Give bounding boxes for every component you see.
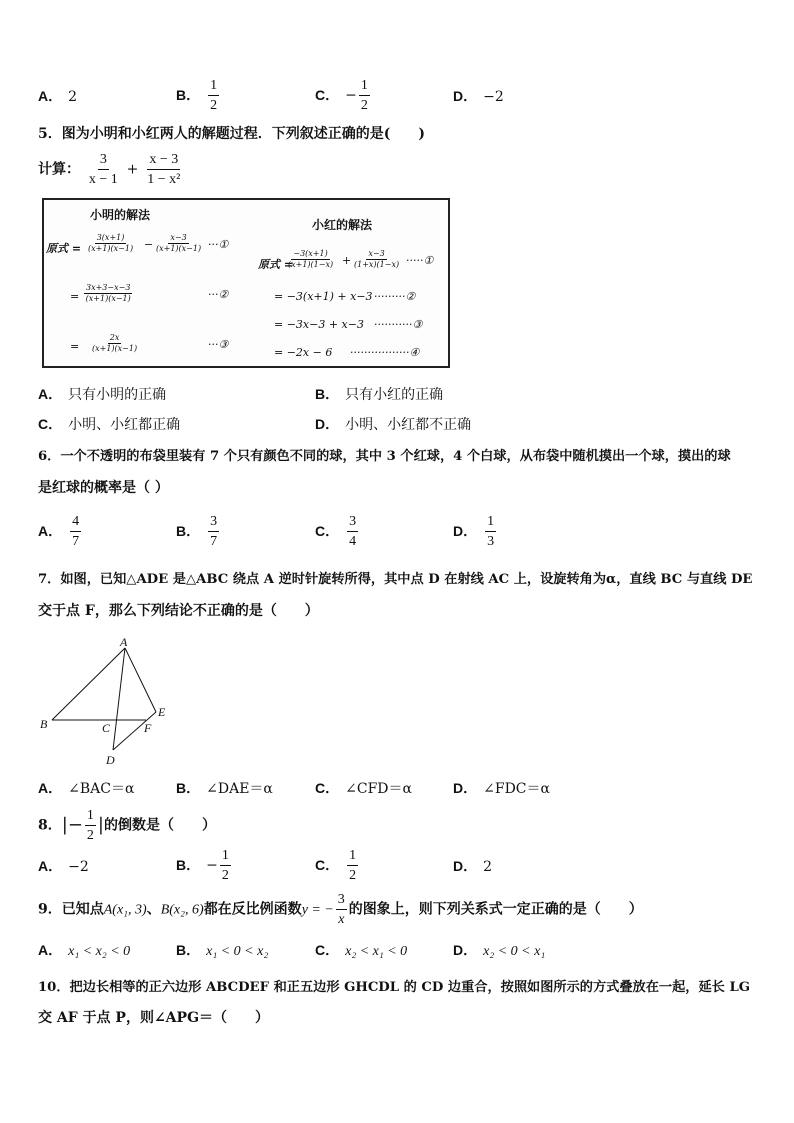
q4-option-a: A． 2 <box>38 88 78 105</box>
q8-stem: 8．|− $\frac{1}{2}$ |的倒数是（ ） <box>38 808 216 843</box>
q8-option-c: C． $\frac{1}{2}$ <box>315 848 357 883</box>
q10-stem-line1: 10．把边长相等的正六边形 ABCDEF 和正五边形 GHCDL 的 CD 边重合，按照如图所示的方式叠放在一起，延长 LG <box>38 980 750 995</box>
q7-stem-line1: 7．如图，已知△ADE 是△ABC 绕点 A 逆时针旋转所得，其中点 D 在射线 AC 上，设旋转角为α，直线 BC 与直线 DE <box>38 572 753 587</box>
q6-option-b: B． $\frac{3}{7}$ <box>176 514 218 549</box>
q6-option-d: D． $\frac{1}{3}$ <box>453 514 495 549</box>
point-label-a: A <box>120 636 128 649</box>
q9-option-c: C． x₂ < x₁ < 0 <box>315 942 408 959</box>
xiaoming-prefix: 原式 = <box>46 242 82 255</box>
q5-expression: 计算： $\frac{3}{x - 1}$ + $\frac{x - 3}{\text{1 − x²}}$ <box>38 152 181 187</box>
point-label-c: C <box>102 721 111 735</box>
xiaohong-title: 小红的解法 <box>312 218 373 232</box>
q9-stem: 9．已知点A(x₁, 3)、B(x₂, 6)都在反比例函数y = − $\frac{3}{x}$ 的图象上，则下列关系式一定正确的是（ ） <box>38 892 643 927</box>
q4-option-c: C． − $\frac{1}{2}$ <box>315 78 368 113</box>
handwritten-solutions-image: 小明的解法 小红的解法 原式 = 3(x+1) (x+1)(x−1) − x−3 (x+1)(x−1) ···① = 3x+3−x−3 (x+1)(x−1) ···② = 2x (x+1)(x−1) ···③ 原式 = −3(x+1) (x+1)(1−x) + x−3 (1+x)(1−x) ·····① = −3(x+1) + x−3 ·········② = −3x−3 + x−3 ···········③ = −2x − 6 ·················④ <box>42 198 450 368</box>
q9-option-a: A． x₁ < x₂ < 0 <box>38 942 131 959</box>
q7-option-c: C． ∠CFD＝α <box>315 780 412 797</box>
q6-stem-line1: 6．一个不透明的布袋里装有 7 个只有颜色不同的球，其中 3 个红球，4 个白球，从布袋中随机摸出一个球，摸出的球 <box>38 449 731 464</box>
q5-option-c: C． 小明、小红都正确 <box>38 416 181 433</box>
point-label-d: D <box>106 753 115 767</box>
xiaoming-step3-frac: 2x (x+1)(x−1) <box>92 333 138 353</box>
q4-option-d: D． −2 <box>453 88 504 105</box>
q6-option-c: C． $\frac{3}{4}$ <box>315 514 357 549</box>
q7-option-d: D． ∠FDC＝α <box>453 780 550 797</box>
q5-option-a: A． 只有小明的正确 <box>38 386 167 403</box>
xiaoming-step1-frac1: 3(x+1) (x+1)(x−1) <box>88 233 134 253</box>
q5-option-d: D． 小明、小红都不正确 <box>315 416 472 433</box>
xiaohong-step1-frac1: −3(x+1) (x+1)(1−x) <box>288 249 334 269</box>
q7-option-b: B． ∠DAE＝α <box>176 780 273 797</box>
q8-option-b: B． − $\frac{1}{2}$ <box>176 848 229 883</box>
q8-option-d: D． 2 <box>453 858 493 875</box>
rotation-triangle-figure <box>36 636 176 768</box>
xiaohong-prefix: 原式 = <box>258 258 294 271</box>
q9-option-d: D． x₂ < 0 < x₁ <box>453 942 546 959</box>
q7-stem-line2: 交于点 F，那么下列结论不正确的是（ ） <box>38 603 319 619</box>
xiaohong-step1-frac2: x−3 (1+x)(1−x) <box>354 249 400 269</box>
q4-option-b: B． $\frac{1}{2}$ <box>176 78 218 113</box>
q5-option-b: B． 只有小红的正确 <box>315 386 444 403</box>
q6-stem-line2: 是红球的概率是（ ） <box>38 480 169 496</box>
q8-option-a: A． −2 <box>38 858 89 875</box>
q10-stem-line2: 交 AF 于点 P，则∠APG＝（ ） <box>38 1010 270 1026</box>
q6-option-a: A． $\frac{4}{7}$ <box>38 514 80 549</box>
q5-stem: 5．图为小明和小红两人的解题过程．下列叙述正确的是( ) <box>38 126 425 142</box>
point-label-e: E <box>158 705 166 719</box>
xiaoming-step2-frac: 3x+3−x−3 (x+1)(x−1) <box>85 283 131 303</box>
point-label-b: B <box>40 717 48 731</box>
q9-option-b: B． x₁ < 0 < x₂ <box>176 942 269 959</box>
xiaoming-step1-frac2: x−3 (x+1)(x−1) <box>156 233 202 253</box>
point-label-f: F <box>144 721 152 735</box>
xiaoming-title: 小明的解法 <box>90 208 151 222</box>
q7-option-a: A． ∠BAC＝α <box>38 780 135 797</box>
